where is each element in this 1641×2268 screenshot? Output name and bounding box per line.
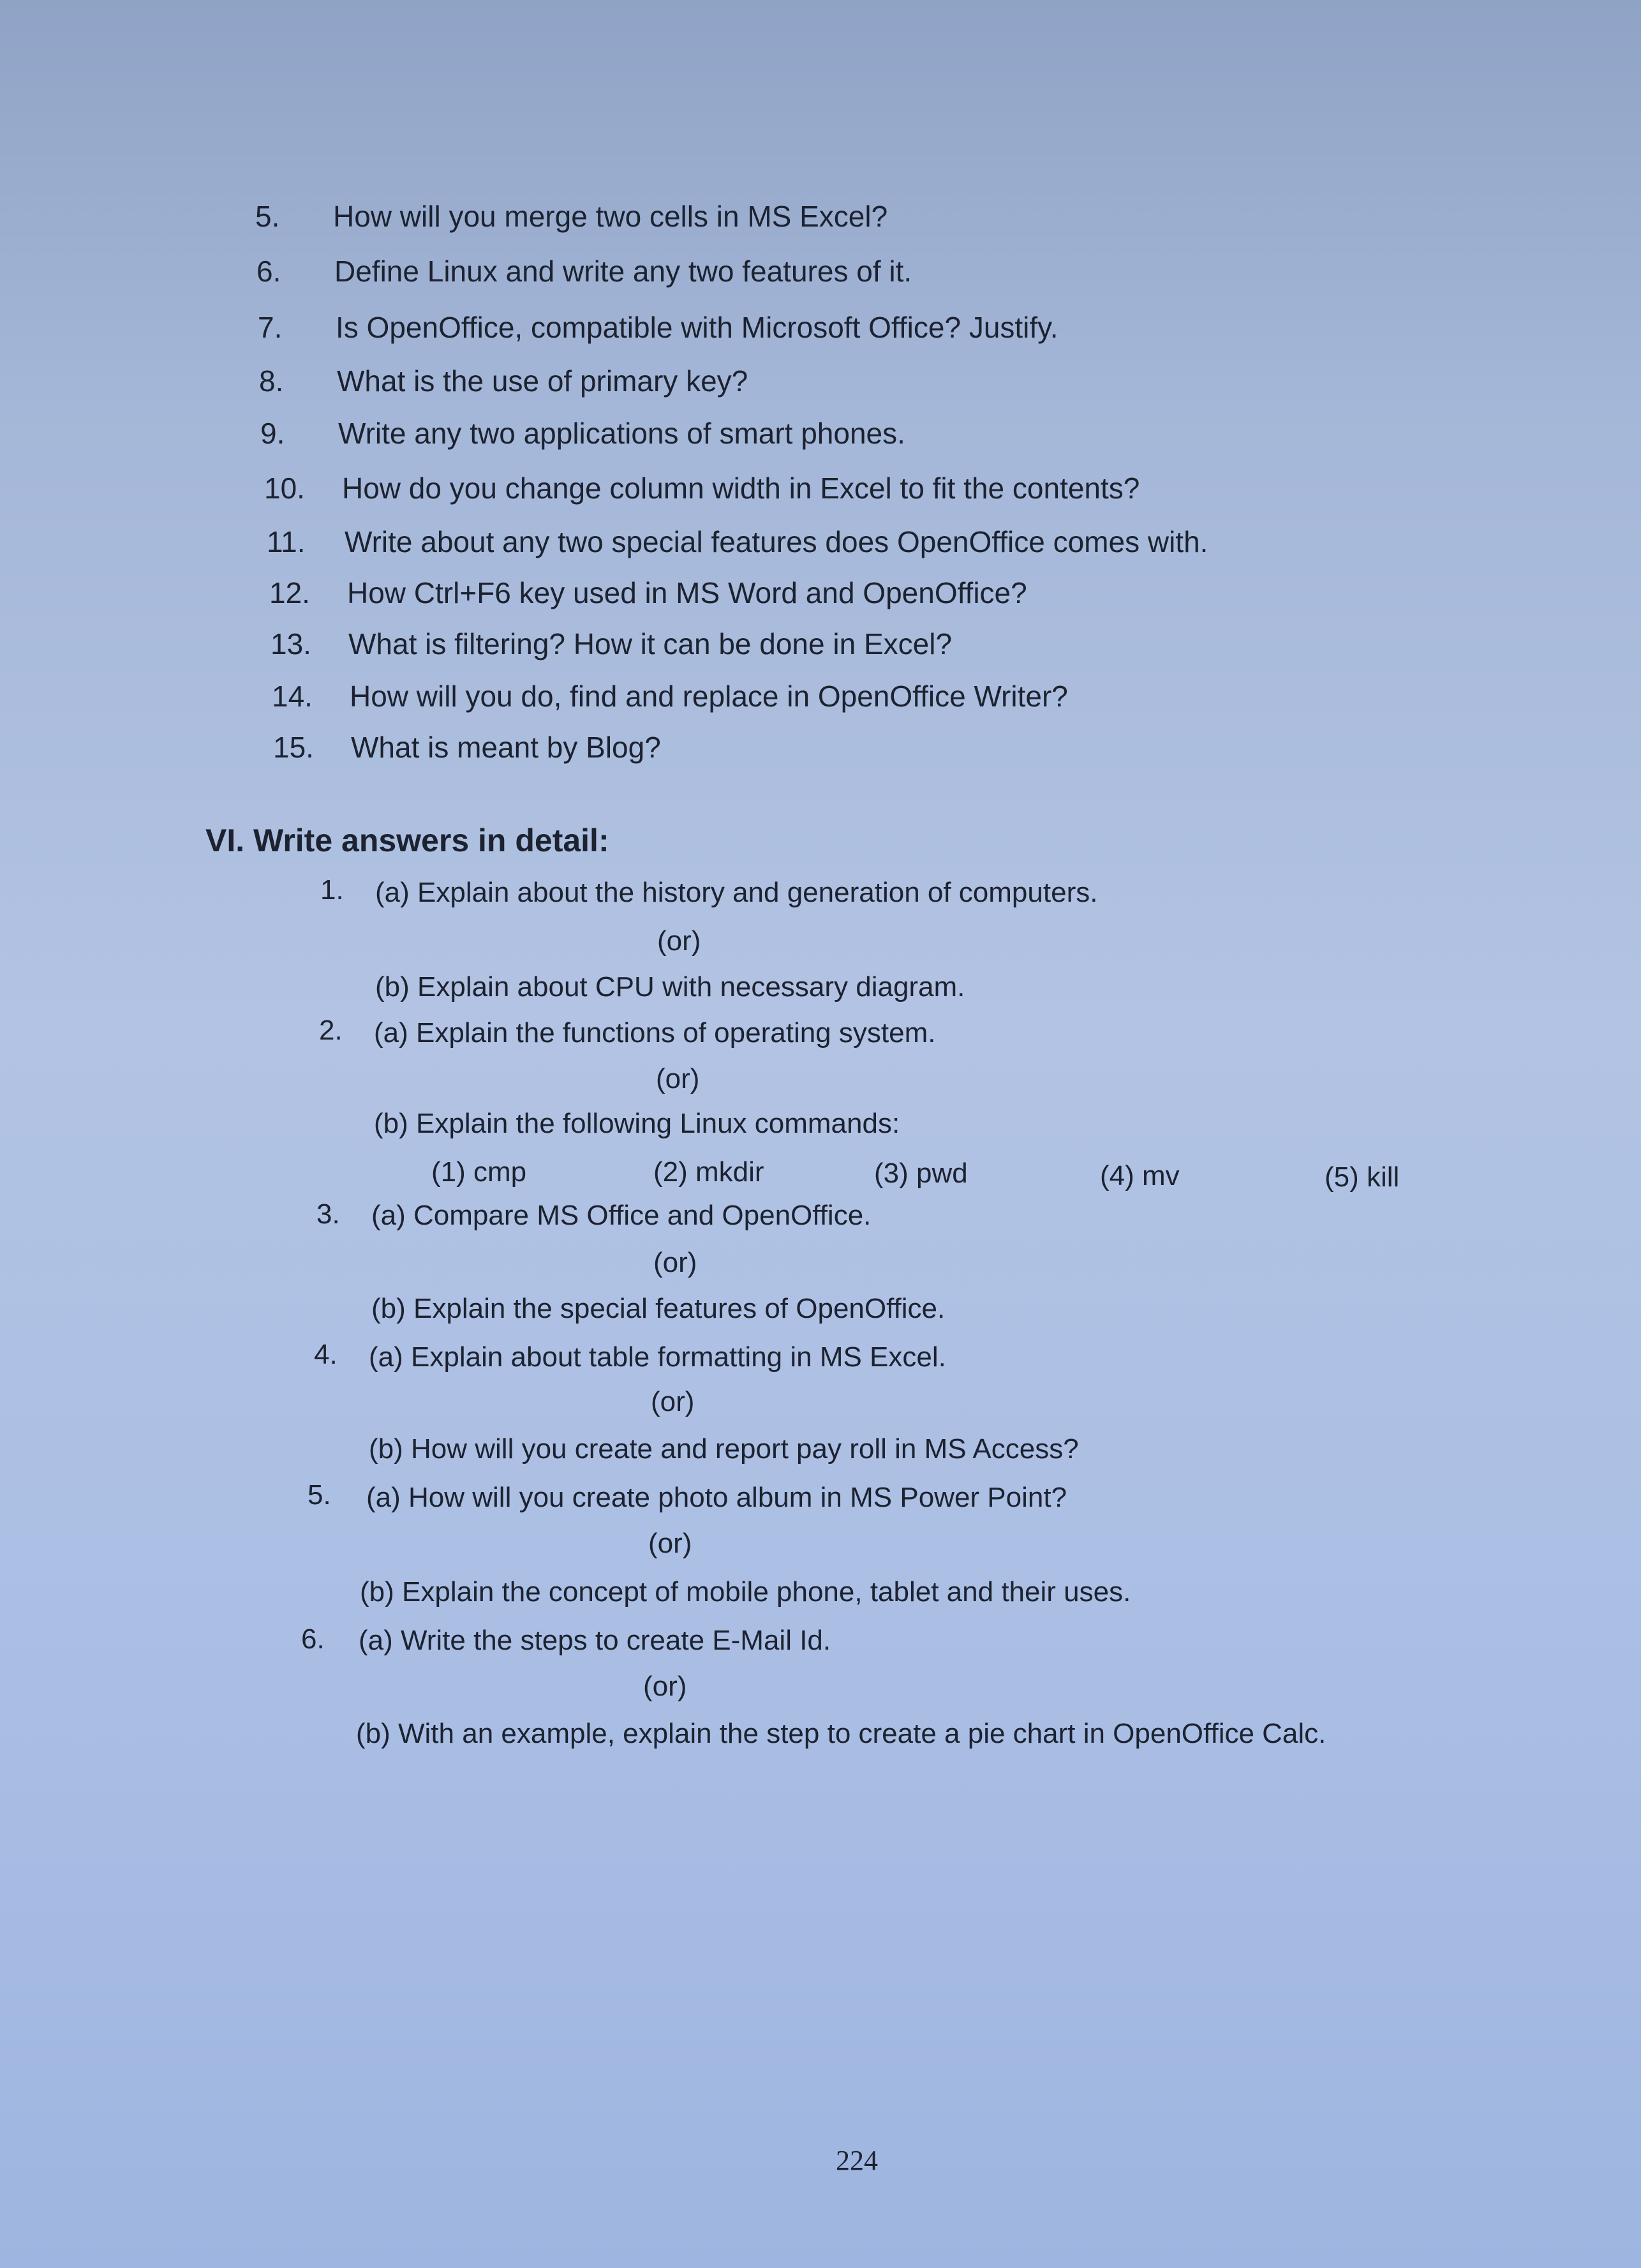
question-number: 12. [269,576,310,609]
detail-question-a: (a) Compare MS Office and OpenOffice. [371,1200,872,1231]
linux-command: (2) mkdir [653,1156,764,1188]
or-label: (or) [657,925,701,957]
detail-question-b: (b) How will you create and report pay roll in MS Access? [369,1433,1079,1465]
question-text: Is OpenOffice, compatible with Microsoft Office? Justify. [336,311,1058,344]
question-number: 5. [255,200,280,233]
detail-question-b: (b) Explain the concept of mobile phone, tablet and their uses. [360,1576,1131,1608]
linux-command: (5) kill [1325,1161,1400,1193]
question-text: How do you change column width in Excel to fit the contents? [342,472,1140,505]
detail-question-a: (a) Write the steps to create E-Mail Id. [359,1625,831,1656]
or-label: (or) [653,1247,697,1278]
or-label: (or) [648,1528,692,1559]
question-text: What is filtering? How it can be done in Excel? [348,627,953,660]
question-number: 6. [256,255,281,288]
detail-question-a: (a) Explain about table formatting in MS Excel. [369,1341,946,1373]
detail-question-number: 1. [320,874,344,906]
linux-command: (4) mv [1100,1160,1180,1191]
question-number: 15. [273,731,314,764]
or-label: (or) [651,1386,695,1417]
detail-question-number: 6. [301,1623,325,1655]
question-text: Write any two applications of smart phones. [338,417,905,450]
question-number: 7. [258,311,283,344]
detail-question-b: (b) Explain the following Linux commands: [374,1108,900,1139]
detail-question-b: (b) With an example, explain the step to create a pie chart in OpenOffice Calc. [356,1718,1326,1749]
question-text: What is the use of primary key? [337,364,748,398]
detail-question-b: (b) Explain about CPU with necessary diagram. [375,971,965,1003]
question-text: How will you do, find and replace in OpenOffice Writer? [350,680,1068,713]
question-number: 10. [264,472,305,505]
or-label: (or) [643,1671,687,1702]
detail-question-a: (a) Explain about the history and generation of computers. [375,877,1098,908]
question-number: 14. [272,680,313,713]
detail-question-number: 4. [314,1339,338,1370]
question-text: What is meant by Blog? [351,731,661,764]
detail-question-number: 5. [308,1479,331,1511]
detail-question-a: (a) Explain the functions of operating system. [374,1017,936,1048]
question-text: How will you merge two cells in MS Excel? [333,200,888,233]
or-label: (or) [656,1063,700,1094]
section-heading: VI. Write answers in detail: [205,823,609,858]
question-number: 13. [271,627,311,660]
question-number: 8. [259,364,284,398]
detail-question-number: 3. [316,1198,340,1230]
detail-question-a: (a) How will you create photo album in MS Power Point? [366,1482,1067,1513]
question-number: 9. [260,417,285,450]
page-number: 224 [836,2145,878,2176]
detail-question-number: 2. [319,1015,343,1046]
detail-question-b: (b) Explain the special features of OpenOffice. [371,1293,946,1324]
question-number: 11. [267,525,306,558]
question-text: Write about any two special features does OpenOffice comes with. [345,525,1208,558]
question-text: How Ctrl+F6 key used in MS Word and OpenOffice? [347,576,1027,609]
linux-command: (1) cmp [431,1156,527,1188]
question-text: Define Linux and write any two features of it. [334,255,912,288]
linux-command: (3) pwd [874,1158,968,1189]
